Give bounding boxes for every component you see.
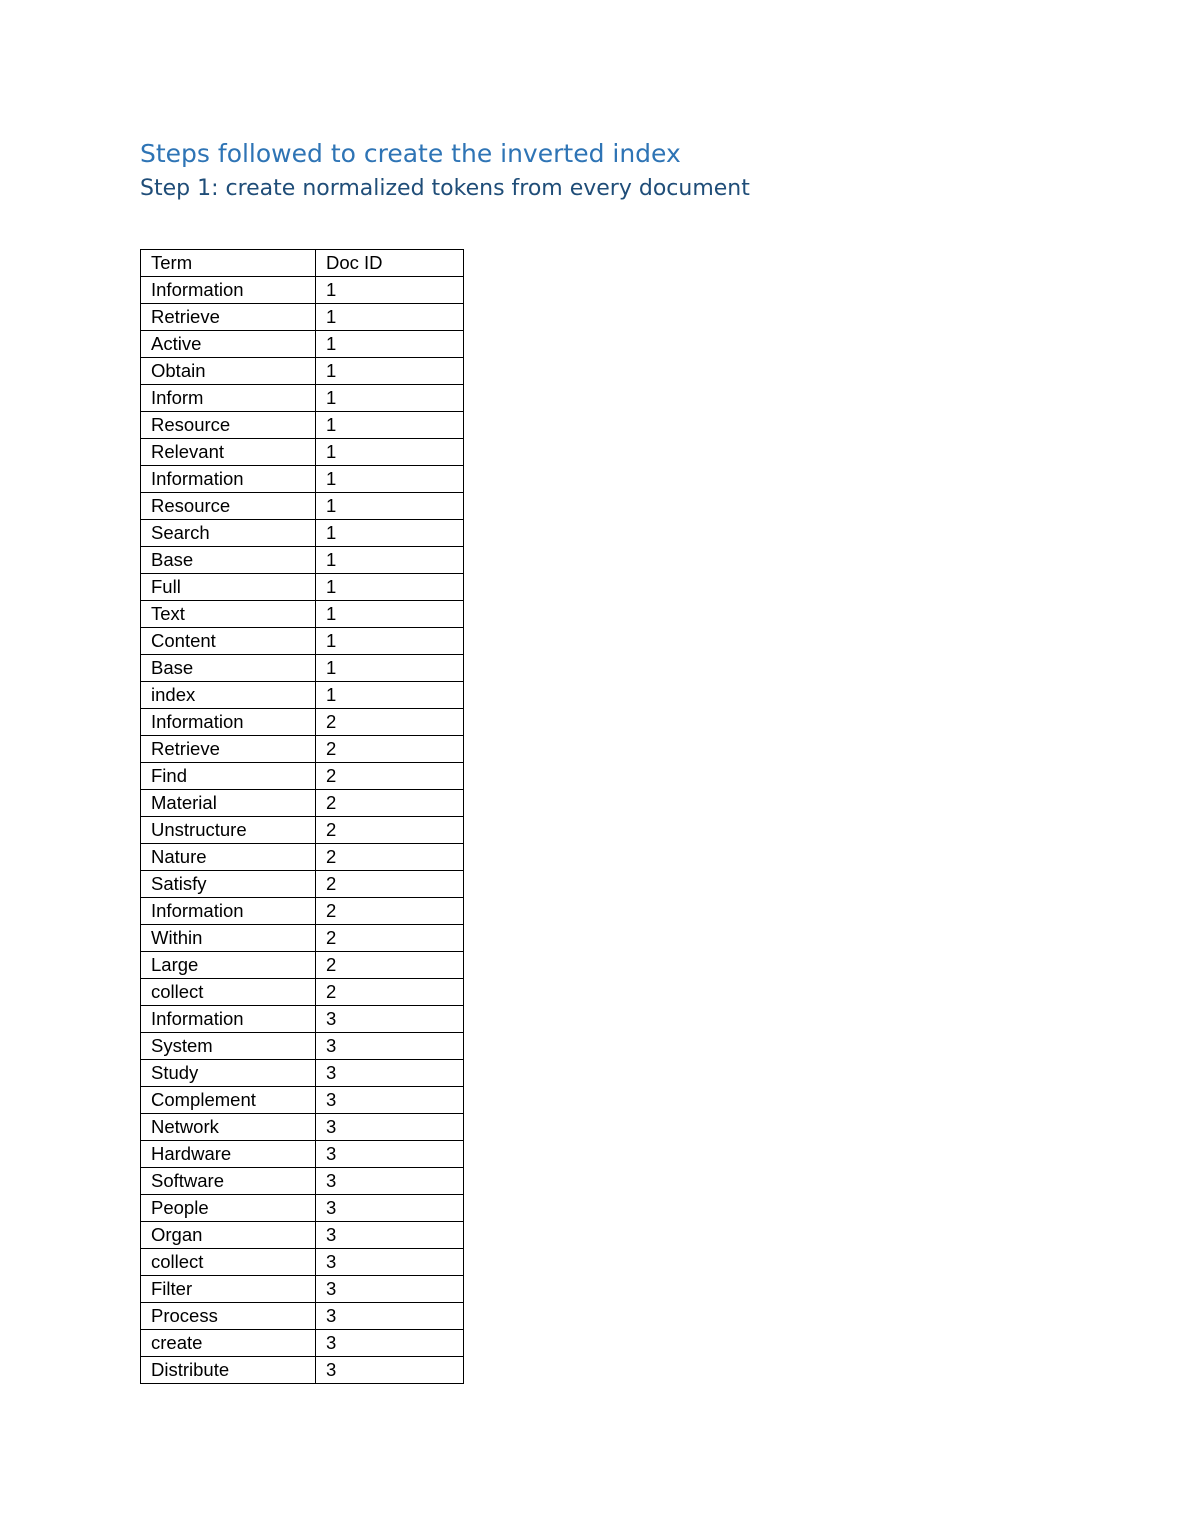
term-cell: Filter [141, 1276, 316, 1303]
doc-id-cell: 3 [316, 1006, 464, 1033]
term-cell: Active [141, 331, 316, 358]
doc-id-cell: 2 [316, 844, 464, 871]
table-row [141, 466, 464, 493]
term-cell: Obtain [141, 358, 316, 385]
term-cell: Organ [141, 1222, 316, 1249]
term-cell: Study [141, 1060, 316, 1087]
header-doc-id: Doc ID [316, 250, 464, 277]
term-cell: Information [141, 898, 316, 925]
term-cell: Information [141, 709, 316, 736]
doc-id-cell: 1 [316, 412, 464, 439]
table-row [141, 682, 464, 709]
doc-id-cell: 2 [316, 925, 464, 952]
doc-id-cell: 1 [316, 682, 464, 709]
term-cell: Information [141, 1006, 316, 1033]
table-row [141, 979, 464, 1006]
doc-id-cell: 1 [316, 277, 464, 304]
term-cell: Retrieve [141, 304, 316, 331]
table-row [141, 844, 464, 871]
doc-id-cell: 1 [316, 655, 464, 682]
doc-id-cell: 3 [316, 1114, 464, 1141]
table-row [141, 1222, 464, 1249]
table-row [141, 790, 464, 817]
term-cell: Inform [141, 385, 316, 412]
doc-id-cell: 2 [316, 709, 464, 736]
term-cell: Full [141, 574, 316, 601]
table-row [141, 1060, 464, 1087]
term-cell: Text [141, 601, 316, 628]
table-row [141, 1087, 464, 1114]
term-cell: Nature [141, 844, 316, 871]
table-row [141, 547, 464, 574]
term-cell: Information [141, 277, 316, 304]
doc-id-cell: 3 [316, 1168, 464, 1195]
step-heading: Step 1: create normalized tokens from every document [140, 176, 750, 201]
term-cell: index [141, 682, 316, 709]
doc-id-cell: 1 [316, 547, 464, 574]
table-row [141, 601, 464, 628]
doc-id-cell: 1 [316, 466, 464, 493]
doc-id-cell: 1 [316, 331, 464, 358]
table-row [141, 439, 464, 466]
term-cell: Resource [141, 412, 316, 439]
term-docid-table [140, 249, 464, 1384]
term-cell: collect [141, 1249, 316, 1276]
doc-id-cell: 3 [316, 1087, 464, 1114]
page-title: Steps followed to create the inverted index [140, 139, 681, 168]
table-row [141, 871, 464, 898]
term-cell: Relevant [141, 439, 316, 466]
doc-id-cell: 3 [316, 1195, 464, 1222]
table-row [141, 1195, 464, 1222]
doc-id-cell: 2 [316, 817, 464, 844]
header-term: Term [141, 250, 316, 277]
term-cell: Unstructure [141, 817, 316, 844]
table-row [141, 1249, 464, 1276]
table-row [141, 1303, 464, 1330]
term-cell: Retrieve [141, 736, 316, 763]
table-row [141, 1141, 464, 1168]
doc-id-cell: 1 [316, 439, 464, 466]
doc-id-cell: 2 [316, 736, 464, 763]
doc-id-cell: 3 [316, 1330, 464, 1357]
table-row [141, 277, 464, 304]
doc-id-cell: 3 [316, 1357, 464, 1384]
table-row [141, 952, 464, 979]
term-cell: System [141, 1033, 316, 1060]
table-row [141, 763, 464, 790]
doc-id-cell: 1 [316, 493, 464, 520]
doc-id-cell: 3 [316, 1249, 464, 1276]
table-row [141, 385, 464, 412]
term-cell: Complement [141, 1087, 316, 1114]
table-row [141, 1033, 464, 1060]
table-row [141, 1114, 464, 1141]
term-cell: Resource [141, 493, 316, 520]
term-cell: Large [141, 952, 316, 979]
term-cell: collect [141, 979, 316, 1006]
table-row [141, 709, 464, 736]
table-row [141, 898, 464, 925]
table-header-row [141, 250, 464, 277]
table-row [141, 1330, 464, 1357]
term-cell: Information [141, 466, 316, 493]
doc-id-cell: 1 [316, 358, 464, 385]
doc-id-cell: 3 [316, 1276, 464, 1303]
term-cell: Find [141, 763, 316, 790]
term-cell: Satisfy [141, 871, 316, 898]
table-row [141, 1276, 464, 1303]
doc-id-cell: 3 [316, 1060, 464, 1087]
doc-id-cell: 2 [316, 952, 464, 979]
term-cell: Hardware [141, 1141, 316, 1168]
doc-id-cell: 3 [316, 1033, 464, 1060]
doc-id-cell: 3 [316, 1222, 464, 1249]
doc-id-cell: 2 [316, 898, 464, 925]
table-row [141, 493, 464, 520]
table-row [141, 817, 464, 844]
doc-id-cell: 2 [316, 790, 464, 817]
doc-id-cell: 2 [316, 871, 464, 898]
term-cell: Base [141, 547, 316, 574]
table-row [141, 655, 464, 682]
table-row [141, 412, 464, 439]
term-cell: Software [141, 1168, 316, 1195]
term-cell: Process [141, 1303, 316, 1330]
doc-id-cell: 1 [316, 574, 464, 601]
table-row [141, 925, 464, 952]
table-row [141, 574, 464, 601]
table-row [141, 628, 464, 655]
term-cell: Distribute [141, 1357, 316, 1384]
table-row [141, 304, 464, 331]
table-row [141, 1168, 464, 1195]
doc-id-cell: 3 [316, 1141, 464, 1168]
doc-id-cell: 1 [316, 385, 464, 412]
doc-id-cell: 3 [316, 1303, 464, 1330]
table-row [141, 1357, 464, 1384]
term-cell: People [141, 1195, 316, 1222]
doc-id-cell: 2 [316, 763, 464, 790]
term-cell: Within [141, 925, 316, 952]
table-row [141, 358, 464, 385]
table-row [141, 520, 464, 547]
term-cell: Base [141, 655, 316, 682]
term-cell: Network [141, 1114, 316, 1141]
doc-id-cell: 1 [316, 628, 464, 655]
table-row [141, 736, 464, 763]
term-cell: Search [141, 520, 316, 547]
doc-id-cell: 1 [316, 304, 464, 331]
table-row [141, 1006, 464, 1033]
doc-id-cell: 1 [316, 520, 464, 547]
term-cell: create [141, 1330, 316, 1357]
doc-id-cell: 1 [316, 601, 464, 628]
table-row [141, 331, 464, 358]
term-cell: Content [141, 628, 316, 655]
term-cell: Material [141, 790, 316, 817]
doc-id-cell: 2 [316, 979, 464, 1006]
